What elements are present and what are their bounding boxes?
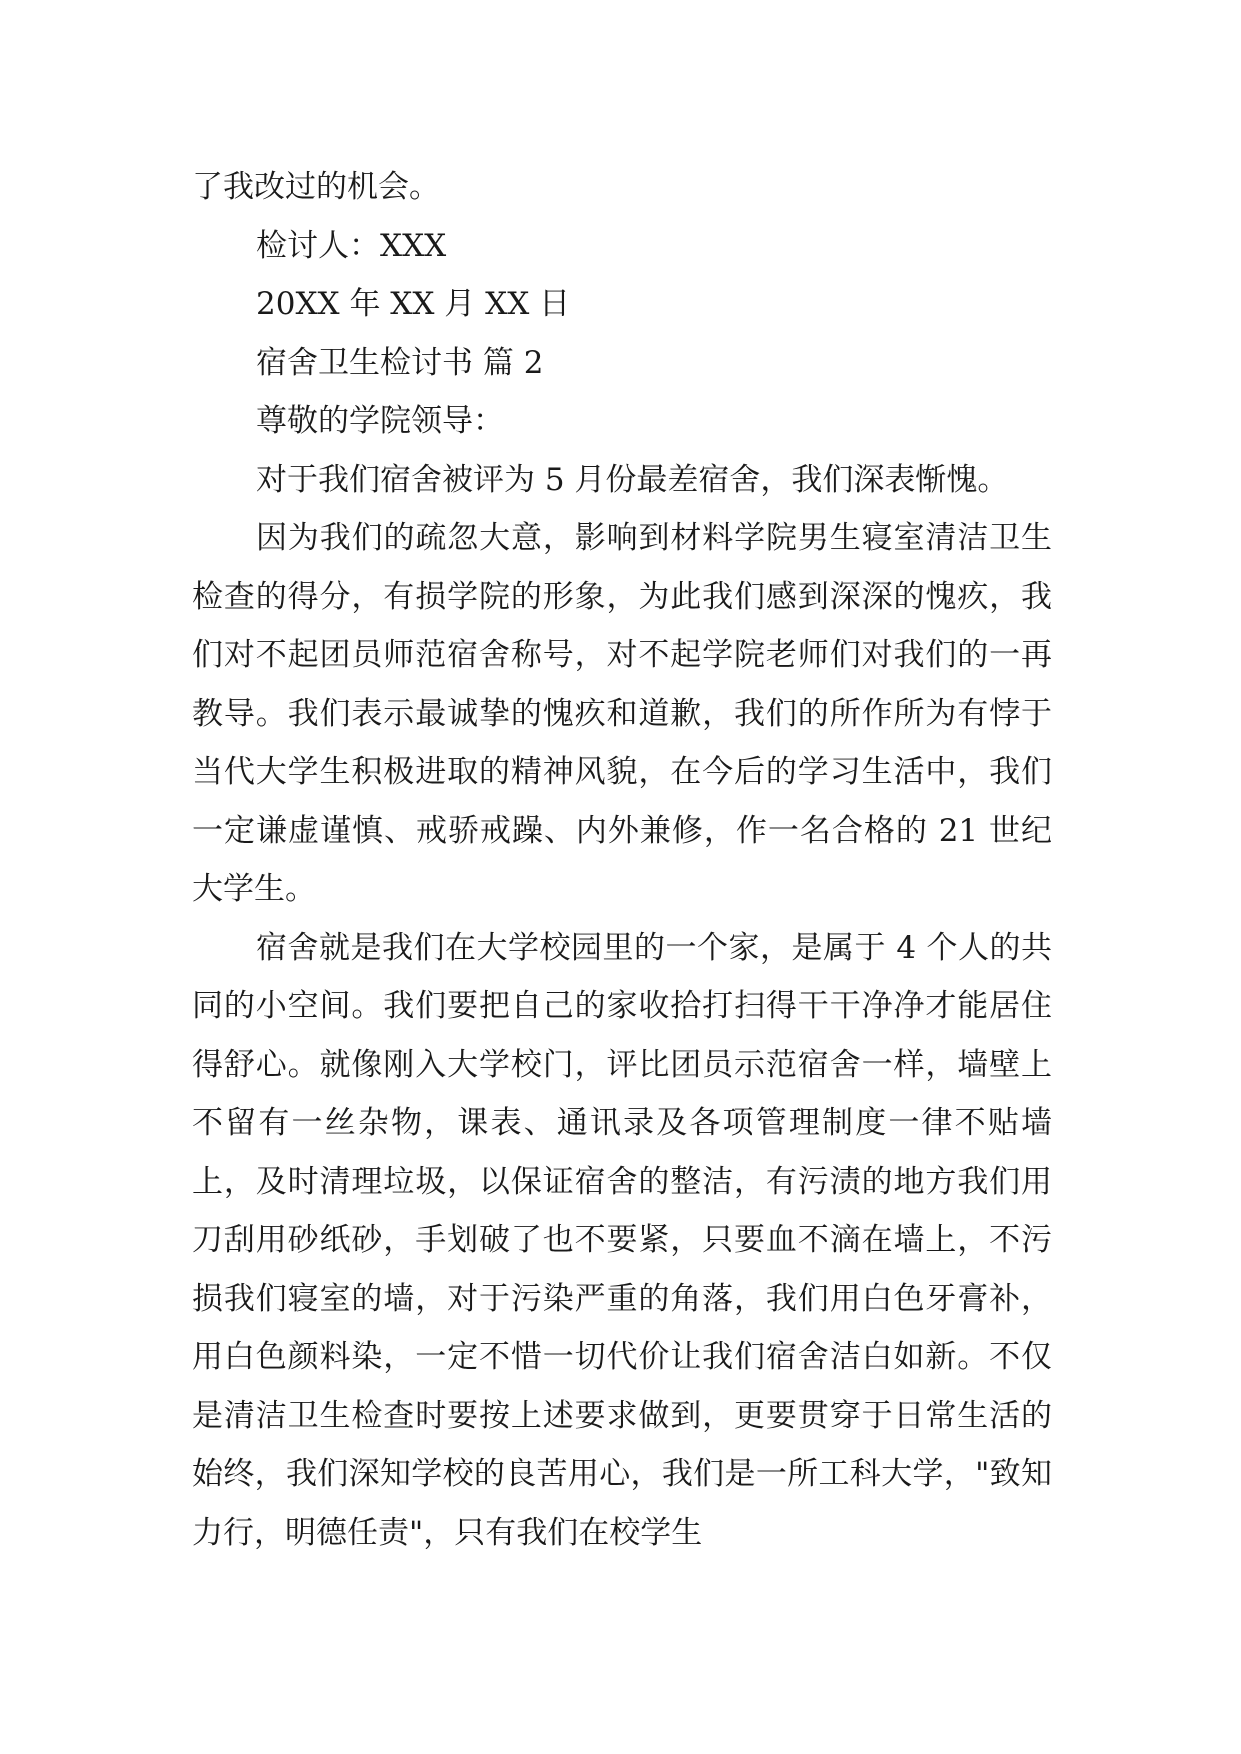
paragraph: 因为我们的疏忽大意，影响到材料学院男生寝室清洁卫生检查的得分，有损学院的形象，为此我们感到深深的愧疚，我们对不起团员师范宿舍称号，对不起学院老师们对我们的一再教导。我们表示最诚挚的愧疚和道歉，我们的所作所为有悖于当代大学生积极进取的精神风貌，在今后的学习生活中，我们一定谦虚谨慎、戒骄戒躁、内外兼修，作一名合格的 21 世纪大学生。 <box>192 520 1052 907</box>
paragraph: 宿舍就是我们在大学校园里的一个家，是属于 4 个人的共同的小空间。我们要把自己的家收拾打扫得干干净净才能居住得舒心。就像刚入大学校门，评比团员示范宿舍一样，墙壁上不留有一丝杂物，课表、通讯录及各项管理制度一律不贴墙上，及时清理垃圾，以保证宿舍的整洁，有污渍的地方我们用刀刮用砂纸砂，手划破了也不要紧，只要血不滴在墙上，不污损我们寝室的墙，对于污染严重的角落，我们用白色牙膏补，用白色颜料染，一定不惜一切代价让我们宿舍洁白如新。不仅是清洁卫生检查时要按上述要求做到，更要贯穿于日常生活的始终，我们深知学校的良苦用心，我们是一所工科大学，"致知力行，明德任责"，只有我们在校学生 <box>192 929 1052 1551</box>
continuation-line: 了我改过的机会。 <box>192 169 440 205</box>
document-body <box>192 158 1052 1562</box>
section-title: 宿舍卫生检讨书 篇 2 <box>256 344 544 381</box>
salutation: 尊敬的学院领导： <box>256 403 504 439</box>
paragraph: 对于我们宿舍被评为 5 月份最差宿舍，我们深表惭愧。 <box>256 461 1009 498</box>
date-line: 20XX 年 XX 月 XX 日 <box>256 286 571 322</box>
signature-line: 检讨人：XXX <box>256 227 447 264</box>
